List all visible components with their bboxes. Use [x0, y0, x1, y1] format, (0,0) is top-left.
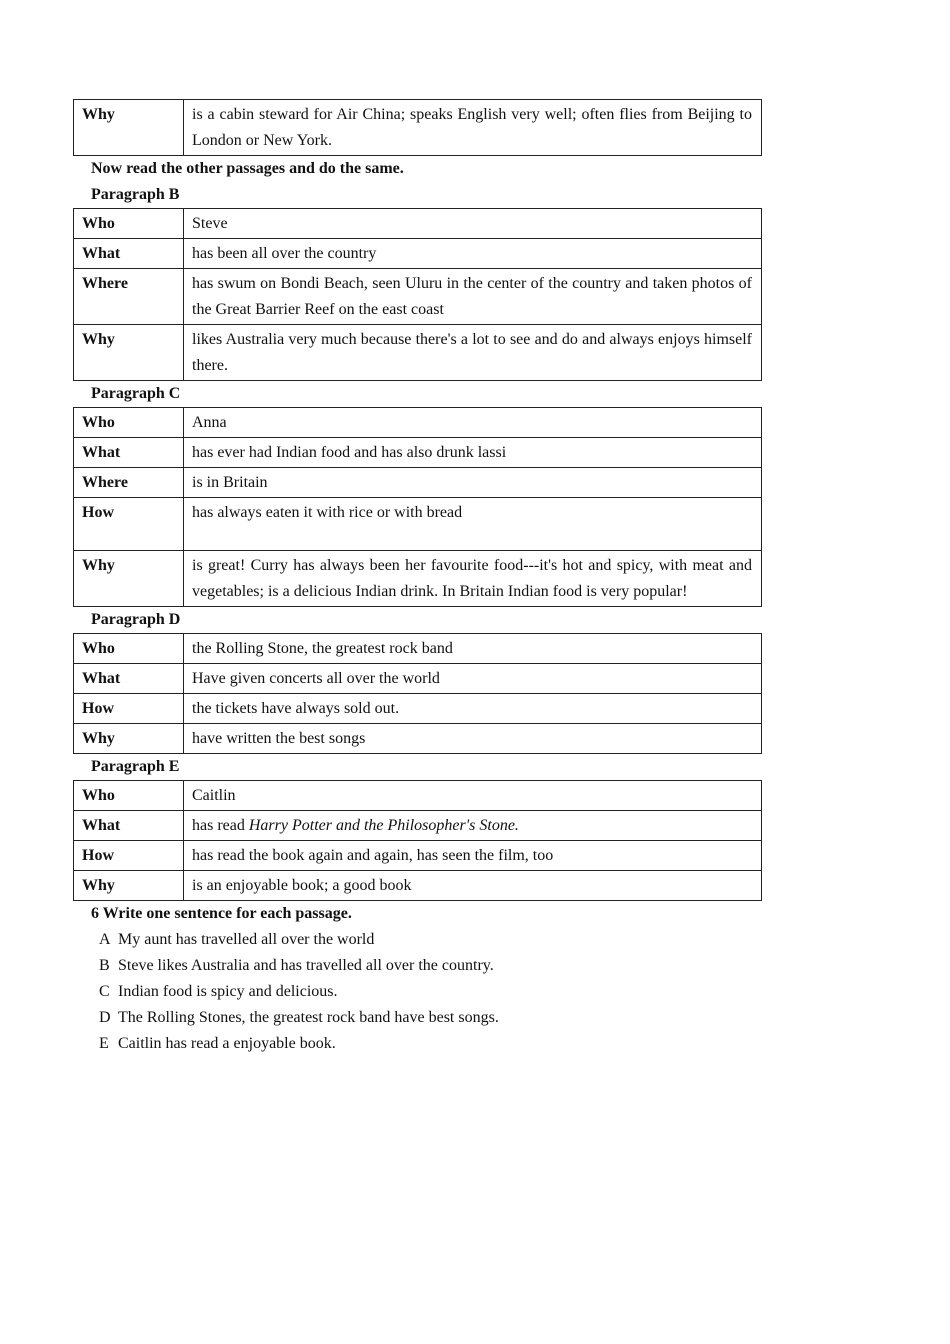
list-item — [73, 927, 763, 953]
paragraph-e-title: Paragraph E — [91, 758, 180, 775]
sentence-text: The Rolling Stones, the greatest rock band have best songs. — [118, 1009, 499, 1026]
row-label-who: Who — [74, 408, 184, 438]
row-value: the Rolling Stone, the greatest rock band — [184, 634, 762, 664]
row-value: has been all over the country — [184, 239, 762, 269]
row-label-who: Who — [74, 634, 184, 664]
list-item — [73, 953, 763, 979]
table-row — [74, 468, 762, 498]
table-row — [74, 269, 762, 325]
row-label-what: What — [74, 811, 184, 841]
worksheet-page — [73, 99, 763, 1057]
table-row — [74, 239, 762, 269]
row-value: the tickets have always sold out. — [184, 694, 762, 724]
table-row — [74, 408, 762, 438]
row-label-what: What — [74, 664, 184, 694]
row-label-why: Why — [74, 100, 184, 156]
sentence-letter: A — [99, 931, 111, 948]
table-row — [74, 209, 762, 239]
row-value: is a cabin steward for Air China; speaks English very well; often flies from Beijing to London or New York. — [184, 100, 762, 156]
paragraph-d-title: Paragraph D — [91, 611, 181, 628]
row-label-what: What — [74, 438, 184, 468]
sentence-text: Indian food is spicy and delicious. — [118, 983, 338, 1000]
row-label-how: How — [74, 694, 184, 724]
row-label-how: How — [74, 498, 184, 551]
paragraph-c-table — [73, 407, 762, 607]
sentence-text: My aunt has travelled all over the world — [118, 931, 375, 948]
table-row — [74, 100, 762, 156]
instruction-heading: Now read the other passages and do the same. — [91, 160, 404, 177]
row-label-what: What — [74, 239, 184, 269]
sentence-text: Steve likes Australia and has travelled all over the country. — [118, 957, 494, 974]
row-value: has swum on Bondi Beach, seen Uluru in the center of the country and taken photos of the Great Barrier Reef on the east coast — [184, 269, 762, 325]
sentence-letter: B — [99, 957, 110, 974]
row-value: is an enjoyable book; a good book — [184, 871, 762, 901]
paragraph-b-table — [73, 208, 762, 381]
row-value: Have given concerts all over the world — [184, 664, 762, 694]
table-row — [74, 498, 762, 551]
paragraph-c-title: Paragraph C — [91, 385, 181, 402]
list-item — [73, 1005, 763, 1031]
table-row — [74, 781, 762, 811]
table-row — [74, 634, 762, 664]
table-row — [74, 438, 762, 468]
row-label-why: Why — [74, 551, 184, 607]
paragraph-b-title: Paragraph B — [91, 186, 180, 203]
table-row — [74, 694, 762, 724]
table-row — [74, 841, 762, 871]
row-label-why: Why — [74, 871, 184, 901]
row-value: has always eaten it with rice or with bread — [184, 498, 762, 551]
table-row — [74, 811, 762, 841]
row-label-who: Who — [74, 781, 184, 811]
row-value — [184, 811, 762, 841]
table-row — [74, 551, 762, 607]
row-value: is great! Curry has always been her favourite food---it's hot and spicy, with meat and vegetables; is a delicious Indian drink. In Britain Indian food is very popular! — [184, 551, 762, 607]
book-title: Harry Potter and the Philosopher's Stone. — [248, 817, 519, 834]
row-label-where: Where — [74, 468, 184, 498]
row-label-why: Why — [74, 325, 184, 381]
sentence-letter: E — [99, 1035, 109, 1052]
table-row — [74, 724, 762, 754]
row-label-where: Where — [74, 269, 184, 325]
row-value: have written the best songs — [184, 724, 762, 754]
paragraph-d-table — [73, 633, 762, 754]
sentence-text: Caitlin has read a enjoyable book. — [118, 1035, 336, 1052]
row-value: likes Australia very much because there's a lot to see and do and always enjoys himself there. — [184, 325, 762, 381]
row-label-how: How — [74, 841, 184, 871]
table-row — [74, 664, 762, 694]
table-row — [74, 871, 762, 901]
table-row — [74, 325, 762, 381]
list-item — [73, 1031, 763, 1057]
row-value-prefix: has read — [192, 817, 249, 834]
list-item — [73, 979, 763, 1005]
row-label-why: Why — [74, 724, 184, 754]
row-value: Anna — [184, 408, 762, 438]
paragraph-a-table — [73, 99, 762, 156]
exercise-6-heading: 6 Write one sentence for each passage. — [91, 905, 352, 922]
row-value: has read the book again and again, has seen the film, too — [184, 841, 762, 871]
sentence-letter: C — [99, 983, 110, 1000]
row-value: Caitlin — [184, 781, 762, 811]
paragraph-e-table — [73, 780, 762, 901]
row-label-who: Who — [74, 209, 184, 239]
row-value: is in Britain — [184, 468, 762, 498]
row-value: has ever had Indian food and has also drunk lassi — [184, 438, 762, 468]
row-value: Steve — [184, 209, 762, 239]
sentence-letter: D — [99, 1009, 111, 1026]
